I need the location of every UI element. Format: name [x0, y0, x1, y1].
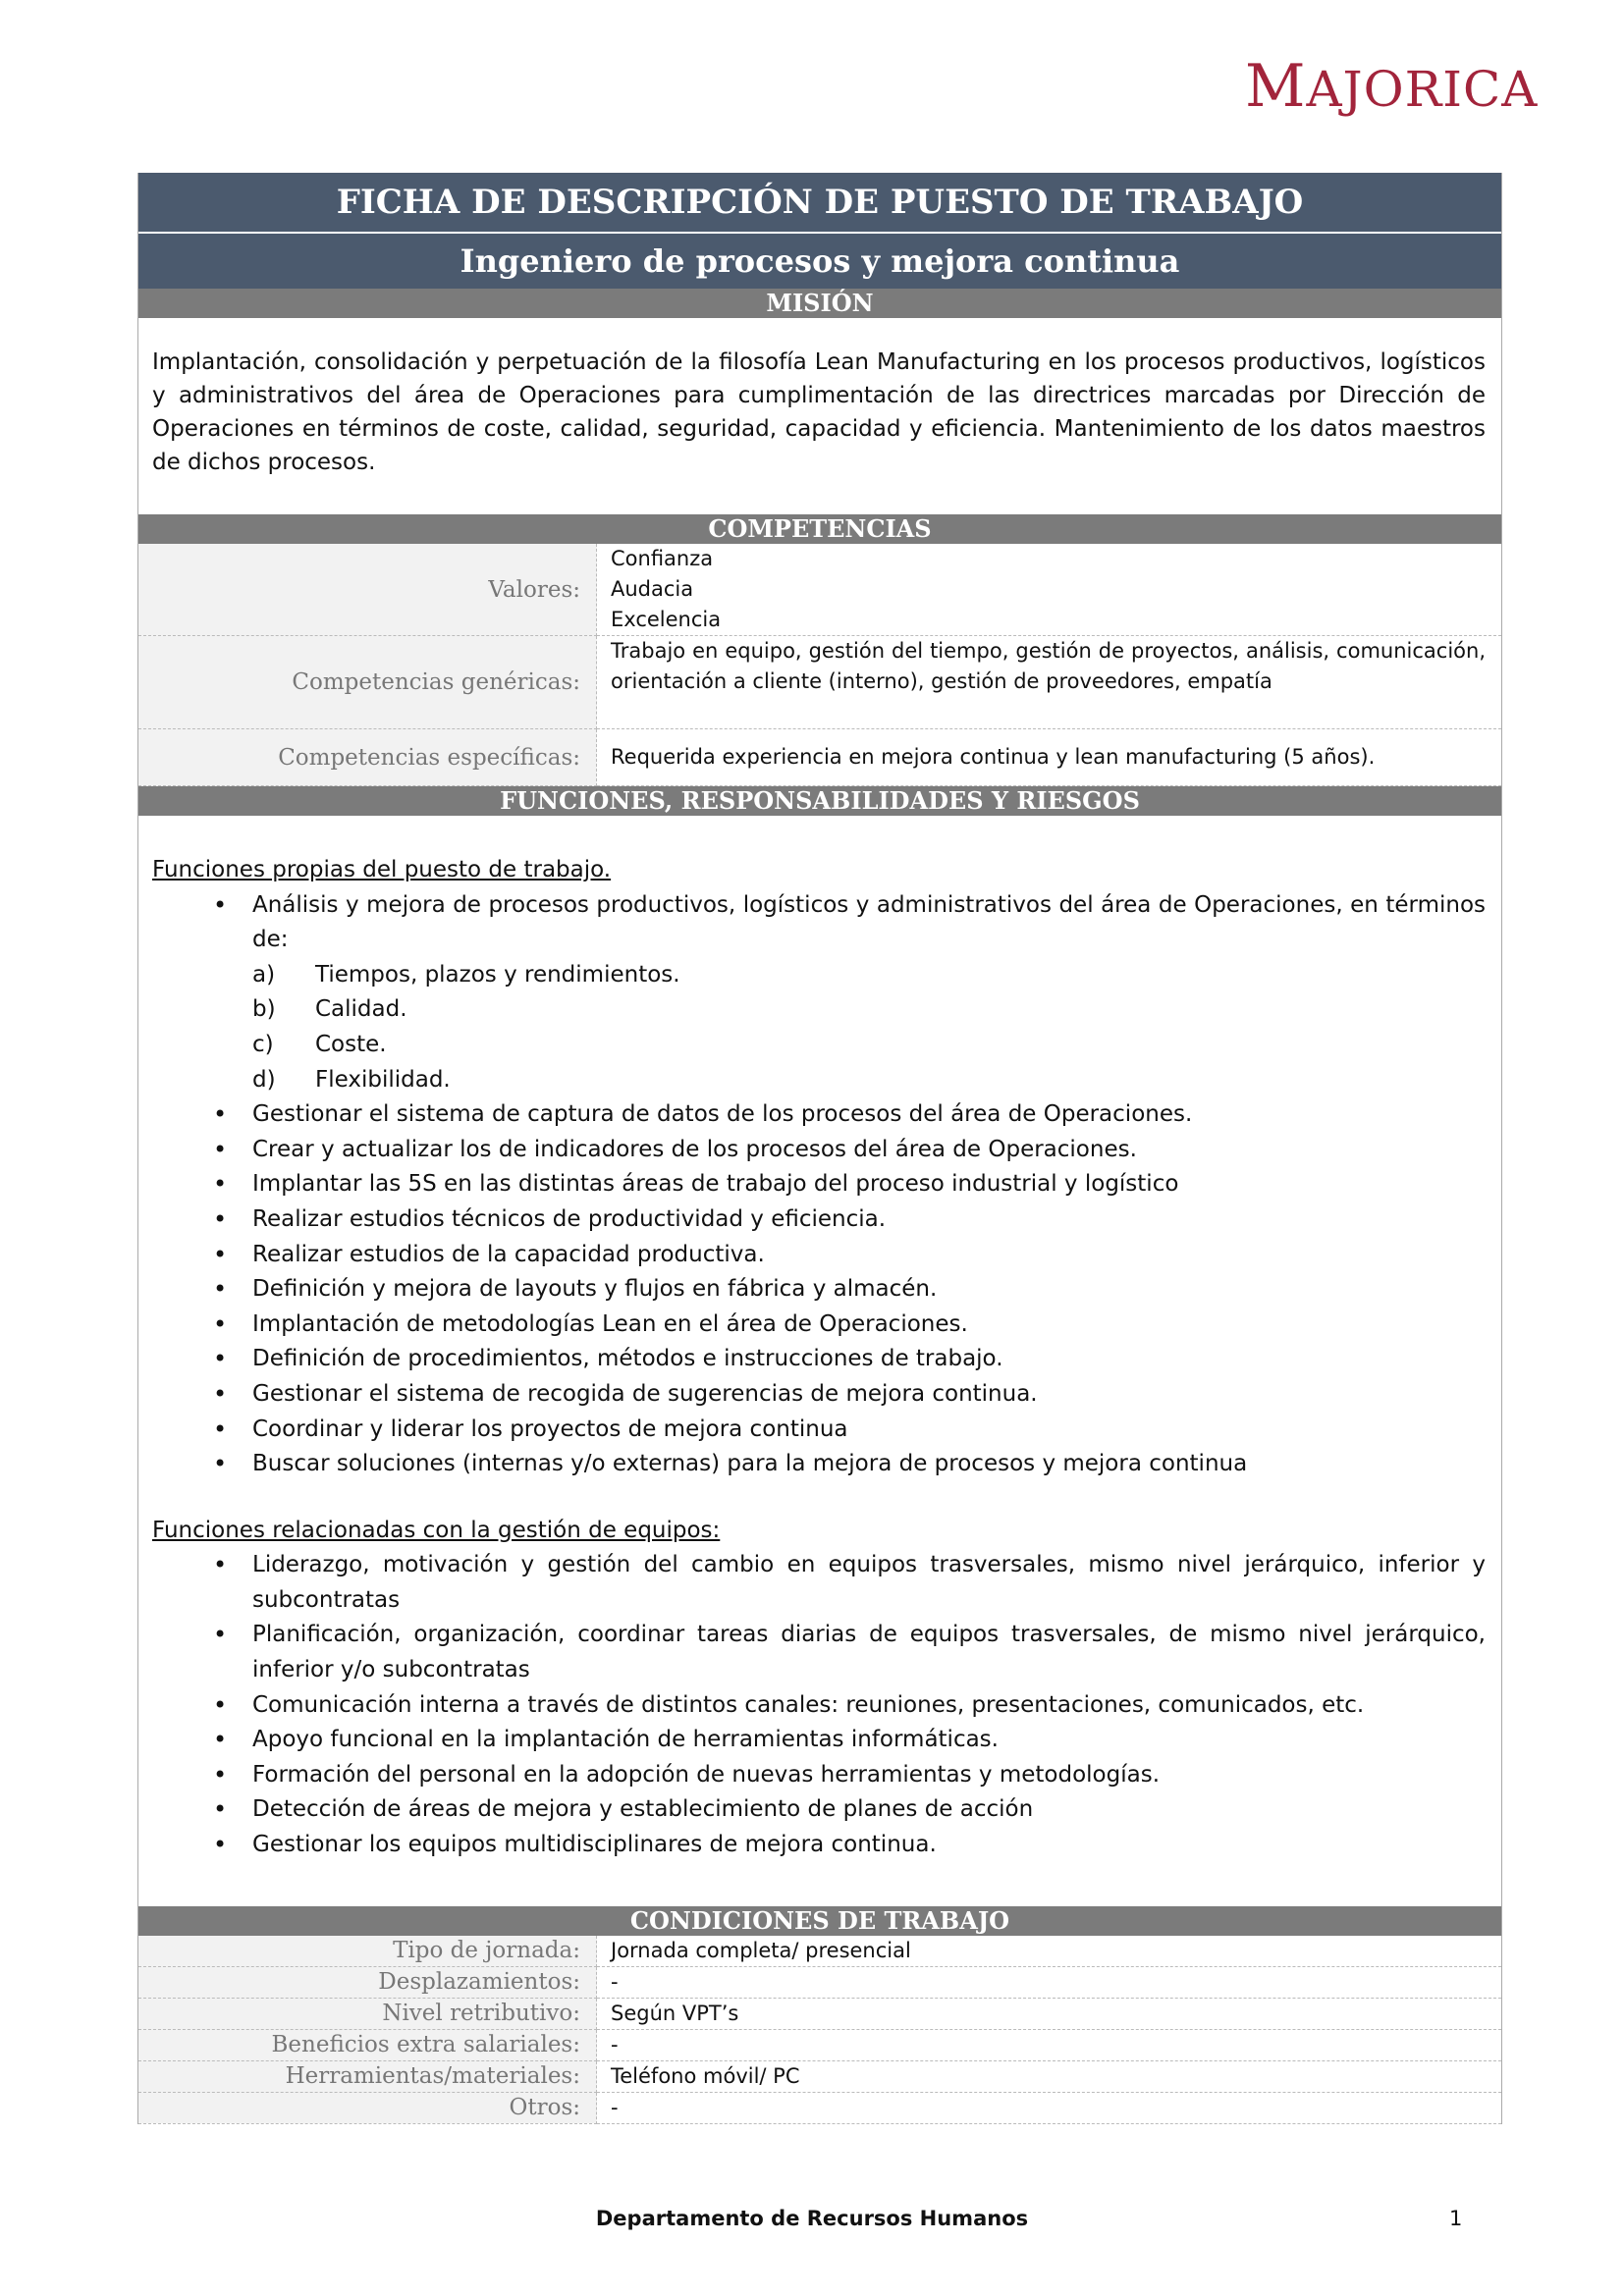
funciones-body: [138, 816, 1501, 1906]
condiciones-value: -: [597, 2029, 1502, 2060]
list-item: • Implantar las 5S en las distintas áreas de trabajo del proceso industrial y logístico: [152, 1167, 1486, 1202]
list-item: • Realizar estudios técnicos de productividad y eficiencia.: [152, 1202, 1486, 1238]
valor-item: Confianza: [611, 547, 714, 570]
condiciones-row: [138, 2029, 1501, 2060]
sub-text: Coste.: [315, 1031, 387, 1057]
page-number: 1: [1449, 2207, 1463, 2230]
condiciones-row: [138, 1966, 1501, 1998]
genericas-row: [138, 636, 1501, 729]
sub-marker: d): [252, 1066, 276, 1093]
sub-marker: c): [252, 1031, 274, 1057]
list-item: • Formación del personal en la adopción de nuevas herramientas y metodologías.: [152, 1758, 1486, 1793]
sub-text: Calidad.: [315, 996, 407, 1023]
propias-title: Funciones propias del puesto de trabajo.: [152, 857, 612, 882]
condiciones-label: Tipo de jornada:: [138, 1936, 597, 1967]
sub-marker: b): [252, 996, 276, 1023]
mision-heading: MISIÓN: [138, 289, 1501, 318]
condiciones-row: [138, 2060, 1501, 2092]
equipos-list: [152, 1548, 1486, 1862]
footer-department: Departamento de Recursos Humanos: [595, 2207, 1029, 2230]
spacer: [152, 1482, 1486, 1514]
list-item: • Gestionar el sistema de captura de datos de los procesos del área de Operaciones.: [152, 1097, 1486, 1133]
list-item: • Definición de procedimientos, métodos e instrucciones de trabajo.: [152, 1342, 1486, 1377]
mision-text: Implantación, consolidación y perpetuación de la filosofía Lean Manufacturing en los procesos productivos, logísticos y administrativos del área de Operaciones para cumplimentación de las directrices marcadas por Dirección de Operaciones en términos de coste, calidad, seguridad, capacidad y eficiencia. Mantenimiento de los datos maestros de dichos procesos.: [152, 349, 1486, 475]
list-item: • Comunicación interna a través de distintos canales: reuniones, presentaciones, comunicados, etc.: [152, 1688, 1486, 1724]
list-item-text: Análisis y mejora de procesos productivos, logísticos y administrativos del área de Operaciones, en términos de:: [252, 891, 1486, 953]
condiciones-label: Beneficios extra salariales:: [138, 2029, 597, 2060]
list-item: • Coordinar y liderar los proyectos de mejora continua: [152, 1413, 1486, 1448]
list-item: • Gestionar los equipos multidisciplinares de mejora continua.: [152, 1828, 1486, 1863]
logo-rest: AJORICA: [1306, 61, 1539, 118]
valor-item: Excelencia: [611, 608, 722, 631]
funciones-heading: FUNCIONES, RESPONSABILIDADES Y RIESGOS: [138, 786, 1501, 816]
sub-marker: a): [252, 961, 276, 988]
condiciones-table: [138, 1936, 1501, 2124]
propias-list: [152, 888, 1486, 1482]
genericas-label: Competencias genéricas:: [138, 636, 597, 729]
condiciones-row: [138, 2092, 1501, 2123]
list-item: • Gestionar el sistema de recogida de sugerencias de mejora continua.: [152, 1377, 1486, 1413]
list-item: • Liderazgo, motivación y gestión del cambio en equipos trasversales, mismo nivel jerárquico, inferior y subcontratas: [152, 1548, 1486, 1618]
especificas-label: Competencias específicas:: [138, 729, 597, 786]
condiciones-value: Jornada completa/ presencial: [597, 1936, 1502, 1967]
list-item: • Definición y mejora de layouts y flujos en fábrica y almacén.: [152, 1272, 1486, 1308]
condiciones-value: Según VPT’s: [597, 1998, 1502, 2029]
valor-item: Audacia: [611, 577, 694, 601]
document-title: FICHA DE DESCRIPCIÓN DE PUESTO DE TRABAJO: [138, 173, 1501, 234]
sub-item: [252, 1063, 1486, 1098]
especificas-value: Requerida experiencia en mejora continua y lean manufacturing (5 años).: [597, 729, 1502, 786]
sub-list: [252, 958, 1486, 1097]
list-item: • Planificación, organización, coordinar tareas diarias de equipos trasversales, de mismo nivel jerárquico, inferior y/o subcontratas: [152, 1618, 1486, 1687]
job-description-sheet: [137, 173, 1502, 2124]
valores-label: Valores:: [138, 544, 597, 636]
valores-row: [138, 544, 1501, 636]
condiciones-row: [138, 1936, 1501, 1967]
competencias-heading: COMPETENCIAS: [138, 514, 1501, 544]
equipos-title: Funciones relacionadas con la gestión de equipos:: [152, 1517, 721, 1543]
genericas-value: Trabajo en equipo, gestión del tiempo, gestión de proyectos, análisis, comunicación, orientación a cliente (interno), gestión de proveedores, empatía: [597, 636, 1502, 729]
list-item: • Detección de áreas de mejora y establecimiento de planes de acción: [152, 1792, 1486, 1828]
logo-initial: M: [1245, 52, 1307, 121]
list-item: • Apoyo funcional en la implantación de herramientas informáticas.: [152, 1723, 1486, 1758]
condiciones-row: [138, 1998, 1501, 2029]
condiciones-value: -: [597, 2092, 1502, 2123]
list-item: • Implantación de metodologías Lean en el área de Operaciones.: [152, 1308, 1486, 1343]
list-item: • Buscar soluciones (internas y/o externas) para la mejora de procesos y mejora continua: [152, 1447, 1486, 1482]
list-item: • Crear y actualizar los de indicadores de los procesos del área de Operaciones.: [152, 1133, 1486, 1168]
condiciones-label: Desplazamientos:: [138, 1966, 597, 1998]
sub-item: [252, 1028, 1486, 1063]
list-item: [152, 888, 1486, 1098]
condiciones-label: Otros:: [138, 2092, 597, 2123]
sub-text: Tiempos, plazos y rendimientos.: [315, 961, 680, 988]
especificas-row: [138, 729, 1501, 786]
condiciones-value: Teléfono móvil/ PC: [597, 2060, 1502, 2092]
condiciones-label: Nivel retributivo:: [138, 1998, 597, 2029]
sub-text: Flexibilidad.: [315, 1066, 451, 1093]
condiciones-value: -: [597, 1966, 1502, 1998]
condiciones-label: Herramientas/materiales:: [138, 2060, 597, 2092]
list-item: • Realizar estudios de la capacidad productiva.: [152, 1238, 1486, 1273]
job-title: Ingeniero de procesos y mejora continua: [138, 234, 1501, 289]
sub-item: [252, 958, 1486, 993]
valores-value: [597, 544, 1502, 636]
competencias-table: [138, 544, 1501, 786]
condiciones-heading: CONDICIONES DE TRABAJO: [138, 1906, 1501, 1936]
sub-item: [252, 992, 1486, 1028]
majorica-logo: [1245, 52, 1539, 121]
